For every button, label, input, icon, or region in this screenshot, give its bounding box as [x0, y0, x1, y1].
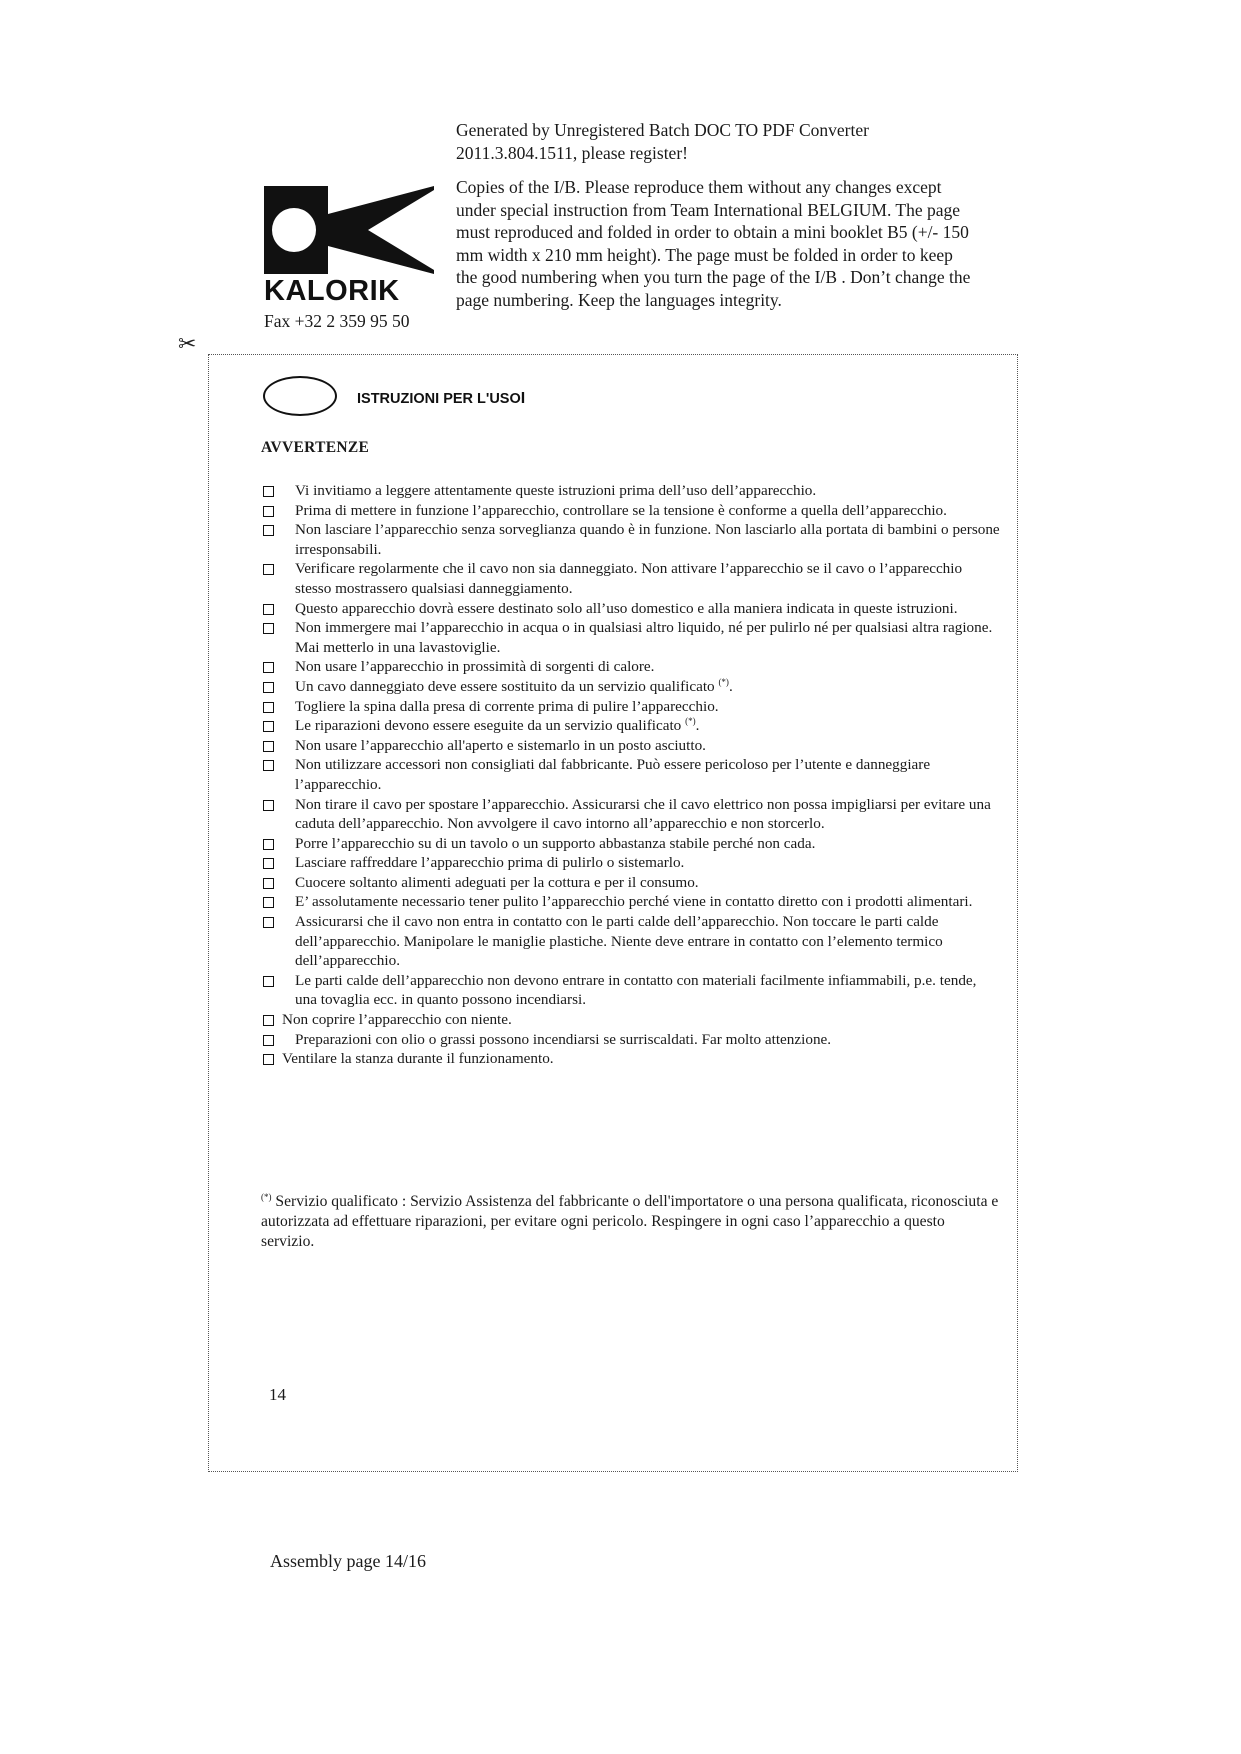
list-item-text: Non coprire l’apparecchio con niente. — [282, 1011, 512, 1029]
list-item-text: Prima di mettere in funzione l’apparecchio, controllare se la tensione è conforme a quella dell’apparecchio. — [295, 501, 947, 519]
footnote-marker: (*) — [718, 676, 729, 687]
list-item — [261, 559, 1001, 598]
list-item-text: Le riparazioni devono essere eseguite da un servizio qualificato — [295, 717, 682, 735]
list-item — [261, 716, 1001, 736]
list-item — [261, 912, 1001, 971]
list-item-text: E’ assolutamente necessario tener pulito l’apparecchio perché viene in contatto diretto con i prodotti alimentari. — [295, 893, 973, 911]
footnote-text: Servizio qualificato : Servizio Assistenza del fabbricante o dell'importatore o una persona qualificata, riconosciuta e autorizzata ad effettuare riparazioni, per evitare ogni pericolo. Respingere in ogni caso l’apparecchio a questo servizio. — [261, 1193, 999, 1250]
kalorik-k-logo — [264, 186, 434, 274]
list-item — [261, 853, 1001, 873]
list-item-text: Le parti calde dell’apparecchio non devono entrare in contatto con materiali facilmente infiammabili, p.e. tende, una tovaglia ecc. in quanto possono incendiarsi. — [295, 971, 977, 1009]
list-item-text: Non immergere mai l’apparecchio in acqua o in qualsiasi altro liquido, né per pulirlo né per qualsiasi altra ragione. Mai metterlo in una lavastoviglie. — [295, 619, 993, 656]
checkbox-icon — [263, 662, 274, 673]
list-item-text: Non usare l’apparecchio in prossimità di sorgenti di calore. — [295, 658, 655, 676]
list-item — [261, 520, 1001, 559]
checkbox-icon — [263, 917, 274, 928]
footnote-marker: (*) — [685, 716, 696, 727]
list-item — [261, 795, 1001, 834]
list-item-text: Lasciare raffreddare l’apparecchio prima di pulirlo o sistemarlo. — [295, 854, 685, 872]
list-item-text: Questo apparecchio dovrà essere destinato solo all’uso domestico e alla maniera indicata in queste istruzioni. — [295, 599, 958, 617]
list-item-text: Cuocere soltanto alimenti adeguati per la cottura e per il consumo. — [295, 873, 699, 891]
list-item-text: Non utilizzare accessori non consigliati dal fabbricante. Può essere pericoloso per l’utente e danneggiare l’apparecchio. — [295, 756, 931, 793]
warnings-heading: AVVERTENZE — [261, 439, 370, 456]
list-item — [261, 834, 1001, 854]
checkbox-icon — [263, 564, 274, 575]
section-title-tail: I — [520, 390, 526, 407]
list-item-text: Verificare regolarmente che il cavo non sia danneggiato. Non attivare l’apparecchio se il cavo o l’apparecchio stesso mostrassero qualsiasi danneggiamento. — [295, 560, 963, 597]
section-title-text: ISTRUZIONI PER L'USO — [357, 391, 521, 407]
fax-number: Fax +32 2 359 95 50 — [264, 311, 410, 331]
checkbox-icon — [263, 858, 274, 869]
checkbox-icon — [263, 525, 274, 536]
checkbox-icon — [263, 897, 274, 908]
generated-line-2: 2011.3.804.1511, please register! — [456, 142, 688, 163]
kalorik-logo — [264, 186, 434, 306]
list-item-text: Assicurarsi che il cavo non entra in contatto con le parti calde dell’apparecchio. Non toccare le parti calde dell’apparecchio. Manipolare le maniglie plastiche. Niente deve entrare in contatto con l’elemento termico dell’apparecchio. — [295, 913, 943, 970]
warnings-list — [261, 481, 1001, 1069]
list-item — [261, 1010, 1001, 1030]
list-item — [261, 892, 1001, 912]
section-title — [357, 390, 525, 408]
list-item — [261, 971, 1001, 1010]
list-item-text: Ventilare la stanza durante il funzionamento. — [282, 1050, 554, 1068]
list-item — [261, 599, 1001, 619]
assembly-page-label: Assembly page 14/16 — [270, 1551, 426, 1571]
list-item — [261, 657, 1001, 677]
checkbox-icon — [263, 1015, 274, 1026]
scissors-icon: ✂ — [178, 332, 197, 357]
checkbox-icon — [263, 1054, 274, 1065]
checkbox-icon — [263, 741, 274, 752]
checkbox-icon — [263, 721, 274, 732]
checkbox-icon — [263, 682, 274, 693]
list-item — [261, 1030, 1001, 1050]
checkbox-icon — [263, 604, 274, 615]
checkbox-icon — [263, 760, 274, 771]
list-item-text: Un cavo danneggiato deve essere sostituito da un servizio qualificato — [295, 677, 715, 695]
list-item-text: Non tirare il cavo per spostare l’apparecchio. Assicurarsi che il cavo elettrico non possa impigliarsi per evitare una caduta dell’apparecchio. Non avvolgere il cavo intorno all’apparecchio e non storcerlo. — [295, 795, 991, 833]
list-item-text: Non lasciare l’apparecchio senza sorveglianza quando è in funzione. Non lasciarlo alla portata di bambini o persone irresponsabili. — [295, 521, 1000, 558]
list-item — [261, 755, 1001, 794]
page-number: 14 — [269, 1385, 286, 1404]
qualified-service-footnote — [261, 1192, 1001, 1251]
item-end-period: . — [695, 717, 700, 735]
converter-header — [456, 119, 976, 311]
checkbox-icon — [263, 839, 274, 850]
list-item — [261, 736, 1001, 756]
list-item — [261, 873, 1001, 893]
checkbox-icon — [263, 486, 274, 497]
list-item-text: Vi invitiamo a leggere attentamente queste istruzioni prima dell’uso dell’apparecchio. — [295, 482, 817, 499]
checkbox-icon — [263, 702, 274, 713]
list-item — [261, 618, 1001, 657]
copy-instructions: Copies of the I/B. Please reproduce them without any changes except under special instruction from Team International BELGIUM. The page must reproduced and folded in order to obtain a mini booklet B5 (+/- 150 mm width x 210 mm height). The page must be folded in order to keep the good numbering when you turn the page of the I/B . Don’t change the page numbering. Keep the languages integrity. — [456, 177, 971, 310]
checkbox-icon — [263, 1035, 274, 1046]
logo-wordmark: KALORIK — [264, 275, 400, 307]
checkbox-icon — [263, 623, 274, 634]
checkbox-icon — [263, 976, 274, 987]
list-item-text: Preparazioni con olio o grassi possono incendiarsi se surriscaldati. Far molto attenzione. — [295, 1030, 832, 1048]
list-item-text: Non usare l’apparecchio all'aperto e sistemarlo in un posto asciutto. — [295, 736, 706, 754]
instruction-sheet — [208, 354, 1018, 1472]
language-oval — [263, 376, 337, 416]
list-item-text: Porre l’apparecchio su di un tavolo o un supporto abbastanza stabile perché non cada. — [295, 834, 816, 852]
footnote-marker: (*) — [261, 1192, 272, 1202]
list-item — [261, 697, 1001, 717]
checkbox-icon — [263, 800, 274, 811]
checkbox-icon — [263, 878, 274, 889]
list-item — [261, 677, 1001, 697]
list-item — [261, 1049, 1001, 1069]
list-item — [261, 501, 1001, 521]
list-item — [261, 481, 1001, 501]
checkbox-icon — [263, 506, 274, 517]
list-item-text: Togliere la spina dalla presa di corrente prima di pulire l’apparecchio. — [295, 697, 719, 715]
generated-line-1: Generated by Unregistered Batch DOC TO PDF Converter — [456, 120, 869, 140]
item-end-period: . — [728, 677, 733, 695]
